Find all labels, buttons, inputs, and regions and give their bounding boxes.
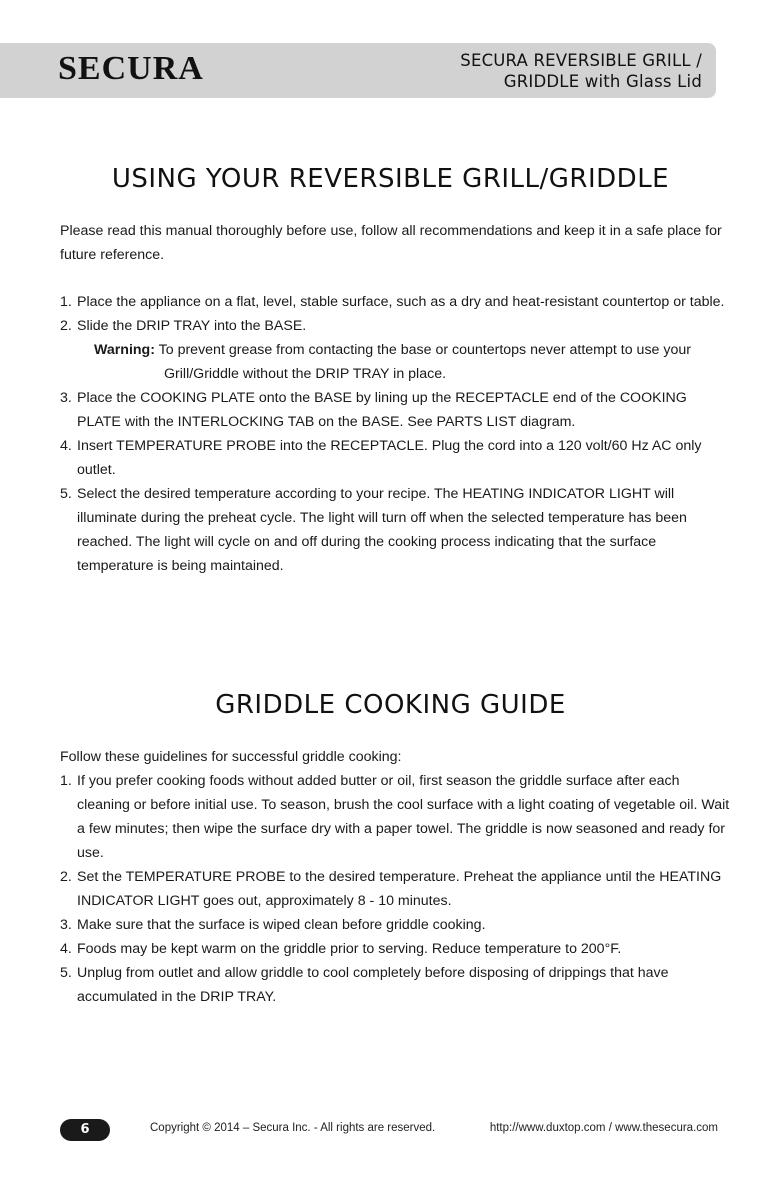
- step-text: Slide the DRIP TRAY into the BASE.: [77, 318, 307, 334]
- using-steps-list: [60, 290, 730, 578]
- document-title-line1: SECURA REVERSIBLE GRILL /: [460, 51, 702, 70]
- griddle-guide-list: [60, 745, 730, 1009]
- step-number: 1.: [60, 294, 72, 310]
- warning-label: Warning:: [94, 342, 155, 358]
- step-number: 5.: [60, 965, 72, 981]
- step-number: 4.: [60, 438, 72, 454]
- section-heading-using: USING YOUR REVERSIBLE GRILL/GRIDDLE: [111, 164, 670, 194]
- step-number: 1.: [60, 773, 72, 789]
- step-number: 3.: [60, 917, 72, 933]
- step-number: 4.: [60, 941, 72, 957]
- step-number: 5.: [60, 486, 72, 502]
- document-title: [460, 50, 702, 92]
- step-text: Place the appliance on a flat, level, stable surface, such as a dry and heat-resistant countertop or table.: [77, 294, 725, 310]
- list-item: [60, 290, 730, 314]
- website-urls: http://www.duxtop.com / www.thesecura.com: [489, 1122, 718, 1134]
- list-item: [60, 482, 730, 578]
- warning-note: [77, 338, 730, 386]
- list-item: [60, 865, 730, 913]
- warning-text: To prevent grease from contacting the base or countertops never attempt to use your Grill/Griddle without the DRIP TRAY in place.: [158, 342, 691, 382]
- list-item: [60, 913, 730, 937]
- step-text: Make sure that the surface is wiped clean before griddle cooking.: [77, 917, 486, 933]
- step-text: Select the desired temperature according to your recipe. The HEATING INDICATOR LIGHT will illuminate during the preheat cycle. The light will turn off when the selected temperature has been reached. The light will cycle on and off during the cooking process indicating that the surface temperature is being maintained.: [77, 486, 687, 574]
- step-text: If you prefer cooking foods without added butter or oil, first season the griddle surface after each cleaning or before initial use. To season, brush the cool surface with a light coating of vegetable oil. Wait a few minutes; then wipe the surface dry with a paper towel. The griddle is now seasoned and ready for use.: [77, 773, 730, 861]
- step-number: 3.: [60, 390, 72, 406]
- copyright-text: Copyright © 2014 – Secura Inc. - All rights are reserved.: [150, 1122, 436, 1134]
- step-text: Place the COOKING PLATE onto the BASE by lining up the RECEPTACLE end of the COOKING PLATE with the INTERLOCKING TAB on the BASE. See PARTS LIST diagram.: [77, 390, 687, 430]
- intro-paragraph: [60, 219, 730, 267]
- list-item: [60, 386, 730, 434]
- step-text: Set the TEMPERATURE PROBE to the desired temperature. Preheat the appliance until the HEATING INDICATOR LIGHT goes out, approximately 8 - 10 minutes.: [77, 869, 722, 909]
- step-text: Unplug from outlet and allow griddle to cool completely before disposing of drippings that have accumulated in the DRIP TRAY.: [77, 965, 669, 1005]
- list-item: [60, 314, 730, 386]
- list-item: [60, 434, 730, 482]
- step-number: 2.: [60, 318, 72, 334]
- step-text: Insert TEMPERATURE PROBE into the RECEPTACLE. Plug the cord into a 120 volt/60 Hz AC only outlet.: [77, 438, 702, 478]
- brand-logo: SECURA: [58, 50, 204, 87]
- list-item: [60, 769, 730, 865]
- guide-intro-text: Follow these guidelines for successful griddle cooking:: [60, 749, 402, 765]
- list-item: [60, 961, 730, 1009]
- document-title-line2: GRIDDLE with Glass Lid: [503, 72, 702, 91]
- intro-text: Please read this manual thoroughly before use, follow all recommendations and keep it in a safe place for future reference.: [60, 223, 722, 263]
- list-item: [60, 937, 730, 961]
- step-number: 2.: [60, 869, 72, 885]
- page-number-badge: 6: [60, 1119, 110, 1141]
- step-text: Foods may be kept warm on the griddle prior to serving. Reduce temperature to 200°F.: [77, 941, 622, 957]
- section-heading-griddle-guide: GRIDDLE COOKING GUIDE: [215, 690, 566, 720]
